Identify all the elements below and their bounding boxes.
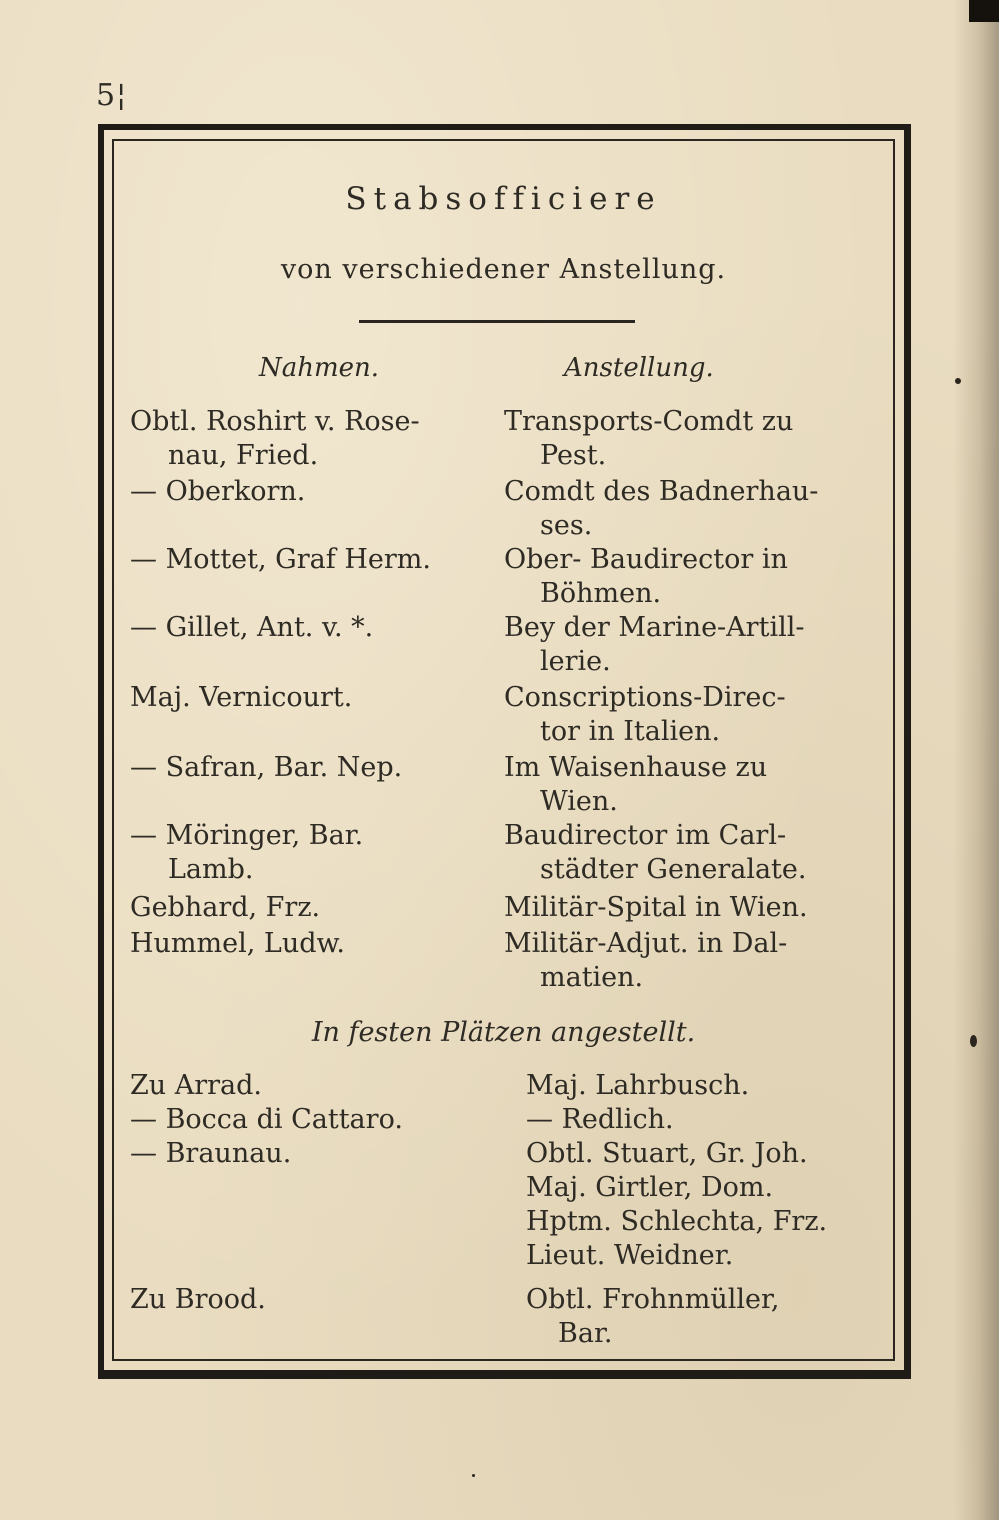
entry-name: Obtl. Roshirt v. Rose- nau, Fried. bbox=[130, 406, 420, 471]
entry-name: Gebhard, Frz. bbox=[130, 892, 321, 923]
paper-speck bbox=[970, 1035, 977, 1047]
entry-assignment: Conscriptions-Direc- tor in Italien. bbox=[504, 682, 786, 747]
paper-speck bbox=[955, 378, 961, 384]
fortress-place: — Braunau. bbox=[130, 1138, 292, 1169]
page-frame bbox=[98, 124, 911, 1379]
entry-assignment: Bey der Marine-Artill- lerie. bbox=[504, 612, 805, 677]
fortress-officer: Maj. Girtler, Dom. bbox=[526, 1172, 774, 1203]
entry-name: Maj. Vernicourt. bbox=[130, 682, 353, 713]
page-subtitle: von verschiedener Anstellung. bbox=[280, 254, 727, 285]
entry-assignment: Militär-Spital in Wien. bbox=[504, 892, 808, 923]
fortress-officer: Maj. Lahrbusch. bbox=[526, 1070, 750, 1101]
page-number: 5¦ bbox=[96, 78, 128, 113]
fortress-officer: Lieut. Weidner. bbox=[526, 1240, 734, 1271]
column-header-assignment: Anstellung. bbox=[564, 353, 714, 383]
section-title: In festen Plätzen angestellt. bbox=[311, 1017, 696, 1048]
fortress-place: — Bocca di Cattaro. bbox=[130, 1104, 403, 1135]
entry-assignment: Im Waisenhause zu Wien. bbox=[504, 752, 768, 817]
entry-name: — Safran, Bar. Nep. bbox=[130, 752, 403, 783]
inner-frame bbox=[112, 139, 895, 1361]
entry-name: — Oberkorn. bbox=[130, 476, 306, 507]
paper-speck bbox=[472, 1474, 475, 1477]
page-title: Stabsofficiere bbox=[345, 181, 662, 217]
entry-assignment: Ober- Baudirector in Böhmen. bbox=[504, 544, 788, 609]
entry-assignment: Militär-Adjut. in Dal- matien. bbox=[504, 928, 788, 993]
entry-name: — Mottet, Graf Herm. bbox=[130, 544, 431, 575]
entry-name: Hummel, Ludw. bbox=[130, 928, 346, 959]
fortress-place: Zu Brood. bbox=[130, 1284, 266, 1315]
fortress-place: Zu Arrad. bbox=[130, 1070, 263, 1101]
fortress-officer: Hptm. Schlechta, Frz. bbox=[526, 1206, 828, 1237]
fortress-officer: Obtl. Frohnmüller, bbox=[526, 1284, 780, 1315]
book-spine-shadow bbox=[953, 0, 999, 1520]
title-divider bbox=[359, 320, 635, 323]
entry-name: — Gillet, Ant. v. *. bbox=[130, 612, 374, 643]
entry-name: — Möringer, Bar. Lamb. bbox=[130, 820, 364, 885]
fortress-officer: — Redlich. bbox=[526, 1104, 674, 1135]
entry-assignment: Baudirector im Carl- städter Generalate. bbox=[504, 820, 807, 885]
fortress-officer: Obtl. Stuart, Gr. Joh. bbox=[526, 1138, 808, 1169]
binding-edge bbox=[969, 0, 999, 22]
fortress-officer: Bar. bbox=[558, 1318, 613, 1349]
entry-assignment: Transports-Comdt zu Pest. bbox=[504, 406, 794, 471]
column-header-names: Nahmen. bbox=[259, 353, 380, 383]
entry-assignment: Comdt des Badnerhau- ses. bbox=[504, 476, 819, 541]
